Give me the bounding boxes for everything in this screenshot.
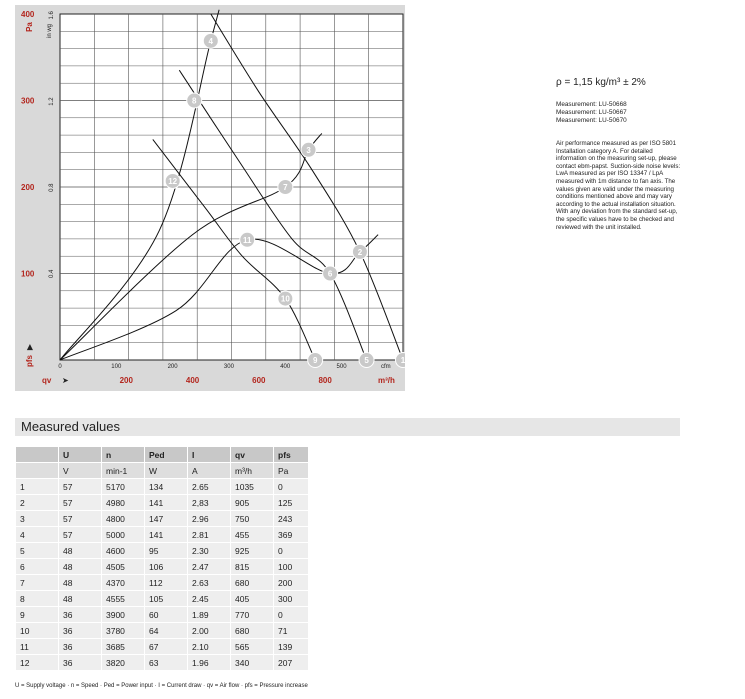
table-cell: 4505 — [102, 559, 145, 575]
table-cell: 71 — [274, 623, 309, 639]
table-cell: 300 — [274, 591, 309, 607]
table-cell: Pa — [274, 463, 309, 479]
table-cell: 2.63 — [188, 575, 231, 591]
operating-point-label: 11 — [243, 235, 252, 245]
table-cell: 369 — [274, 527, 309, 543]
table-cell: 134 — [145, 479, 188, 495]
table-cell: U — [59, 447, 102, 463]
table-cell: 3685 — [102, 639, 145, 655]
table-cell: 4555 — [102, 591, 145, 607]
table-cell: I — [188, 447, 231, 463]
table-row — [16, 495, 309, 511]
operating-point-label: 8 — [191, 96, 197, 106]
measurement-list — [556, 101, 627, 125]
table-cell: Ped — [145, 447, 188, 463]
section-title: Measured values — [21, 419, 120, 434]
table-cell: 10 — [16, 623, 59, 639]
table-cell: 6 — [16, 559, 59, 575]
table-cell: 565 — [231, 639, 274, 655]
table-cell: 141 — [145, 527, 188, 543]
table-cell: 5000 — [102, 527, 145, 543]
table-cell: pfs — [274, 447, 309, 463]
table-cell: 4370 — [102, 575, 145, 591]
y-alt-unit-label: in wg — [47, 23, 53, 39]
table-cell: 8 — [16, 591, 59, 607]
table-cell: V — [59, 463, 102, 479]
table-row — [16, 607, 309, 623]
table-row — [16, 575, 309, 591]
table-cell: 12 — [16, 655, 59, 671]
table-cell: 1.89 — [188, 607, 231, 623]
y-tick-label: 400 — [21, 10, 35, 19]
table-cell: 1.96 — [188, 655, 231, 671]
y-unit-label: Pa — [25, 22, 34, 32]
table-cell: 57 — [59, 527, 102, 543]
table-cell: 7 — [16, 575, 59, 591]
table-cell: 11 — [16, 639, 59, 655]
table-row — [16, 559, 309, 575]
table-cell: 125 — [274, 495, 309, 511]
table-cell: 340 — [231, 655, 274, 671]
operating-point-label: 5 — [364, 356, 369, 365]
table-cell: qv — [231, 447, 274, 463]
table-cell: 2.81 — [188, 527, 231, 543]
y-alt-tick-label: 0.4 — [49, 269, 55, 279]
table-cell: 4980 — [102, 495, 145, 511]
table-cell: 5170 — [102, 479, 145, 495]
operating-point-label: 12 — [168, 176, 178, 186]
table-cell: 95 — [145, 543, 188, 559]
y-axis-label: pfs — [25, 355, 34, 367]
operating-point-label: 7 — [283, 183, 288, 192]
table-cell: 815 — [231, 559, 274, 575]
x-alt-tick-label: 100 — [111, 364, 122, 370]
y-axis-arrow-icon: ▶ — [25, 343, 34, 351]
table-cell: 100 — [274, 559, 309, 575]
operating-point-label: 10 — [280, 294, 290, 304]
table-cell: 3 — [16, 511, 59, 527]
y-alt-tick-label: 0.8 — [49, 183, 55, 192]
table-cell: n — [102, 447, 145, 463]
table-row — [16, 543, 309, 559]
chart-svg — [15, 5, 405, 391]
table-cell: 905 — [231, 495, 274, 511]
table-cell: 57 — [59, 495, 102, 511]
table-cell: 207 — [274, 655, 309, 671]
table-legend: U = Supply voltage · n = Speed · Ped = Power input · I = Current draw · qv = Air flow · pfs = Pressure increase — [15, 683, 308, 689]
y-tick-label: 200 — [21, 183, 35, 192]
table-header-row — [16, 447, 309, 463]
x-tick-label: 600 — [252, 376, 266, 385]
table-row — [16, 639, 309, 655]
table-cell: W — [145, 463, 188, 479]
operating-point-label: 4 — [208, 36, 214, 46]
y-alt-tick-label: 1.2 — [49, 97, 55, 106]
air-density: ρ = 1,15 kg/m³ ± 2% — [556, 77, 646, 88]
table-cell: 200 — [274, 575, 309, 591]
table-cell: 9 — [16, 607, 59, 623]
table-cell: 48 — [59, 591, 102, 607]
operating-point-label: 6 — [327, 269, 333, 279]
table-cell: 2.30 — [188, 543, 231, 559]
table-cell: A — [188, 463, 231, 479]
table-cell: m³/h — [231, 463, 274, 479]
x-alt-tick-label: 500 — [336, 364, 347, 370]
table-cell: 36 — [59, 639, 102, 655]
table-cell: 147 — [145, 511, 188, 527]
table-cell: 67 — [145, 639, 188, 655]
table-cell: 750 — [231, 511, 274, 527]
operating-point-label: 3 — [306, 145, 311, 155]
table-cell: 680 — [231, 575, 274, 591]
table-cell: 2.45 — [188, 591, 231, 607]
measurement-item: Measurement: LU-50668 — [556, 101, 627, 108]
x-tick-label: 800 — [318, 376, 332, 385]
y-tick-label: 300 — [21, 96, 35, 106]
y-tick-label: 100 — [21, 269, 35, 279]
measurement-item: Measurement: LU-50667 — [556, 109, 627, 116]
table-cell: 4 — [16, 527, 59, 543]
table-cell: 3780 — [102, 623, 145, 639]
table-cell: 141 — [145, 495, 188, 511]
table-row — [16, 591, 309, 607]
table-cell: 48 — [59, 559, 102, 575]
table-cell: 2.65 — [188, 479, 231, 495]
x-tick-label: 200 — [119, 376, 133, 385]
x-tick-label: 400 — [185, 376, 200, 385]
table-cell: 0 — [274, 607, 309, 623]
measurement-item: Measurement: LU-50670 — [556, 117, 627, 124]
operating-point-label: 2 — [357, 247, 363, 257]
table-cell: 5 — [16, 543, 59, 559]
table-cell: 105 — [145, 591, 188, 607]
table-cell: 3900 — [102, 607, 145, 623]
table-cell: 770 — [231, 607, 274, 623]
table-cell: 48 — [59, 575, 102, 591]
table-row — [16, 623, 309, 639]
table-row — [16, 479, 309, 495]
table-cell: 243 — [274, 511, 309, 527]
table-cell: 57 — [59, 479, 102, 495]
x-alt-tick-label: 200 — [167, 364, 178, 370]
table-cell: 925 — [231, 543, 274, 559]
table-cell — [16, 447, 59, 463]
table-cell: 3820 — [102, 655, 145, 671]
table-cell: 36 — [59, 623, 102, 639]
x-alt-unit-label: cfm — [381, 364, 391, 370]
table-cell: 64 — [145, 623, 188, 639]
table-cell: 680 — [231, 623, 274, 639]
table-unit-row — [16, 463, 309, 479]
table-cell: 60 — [145, 607, 188, 623]
table-cell — [16, 463, 59, 479]
table-cell: 48 — [59, 543, 102, 559]
table-cell: 112 — [145, 575, 188, 591]
x-alt-tick-label: 300 — [223, 364, 234, 370]
fan-curve-chart — [15, 5, 405, 391]
measured-values-header — [15, 418, 680, 436]
table-cell: 0 — [274, 479, 309, 495]
x-alt-tick-label: 400 — [280, 364, 291, 370]
measurement-notes: Air performance measured as per ISO 5801 Installation category A. For detailed information on the measuring set-up, please contact ebm-papst. Suction-side noise levels: LwA measured as per ISO 13347 / LpA measured with 1m distance to fan axis. The values given are valid under the measuring conditions mentioned above and may vary according to the actual installation situation. With any deviation from the standard set-up, the specific values have to be checked and reviewed with the unit installed. — [556, 140, 681, 231]
table-cell: 2 — [16, 495, 59, 511]
table-cell: 2.47 — [188, 559, 231, 575]
table-cell: 1035 — [231, 479, 274, 495]
x-axis-arrow-icon: ➤ — [62, 376, 69, 385]
table-cell: 1 — [16, 479, 59, 495]
table-row — [16, 527, 309, 543]
operating-point-label: 1 — [400, 356, 405, 365]
table-cell: 106 — [145, 559, 188, 575]
x-unit-label: m³/h — [378, 376, 395, 385]
y-alt-tick-label: 1.6 — [49, 11, 55, 20]
table-cell: min-1 — [102, 463, 145, 479]
table-cell: 455 — [231, 527, 274, 543]
table-cell: 405 — [231, 591, 274, 607]
operating-point-label: 9 — [312, 356, 318, 365]
table-row — [16, 511, 309, 527]
table-cell: 4800 — [102, 511, 145, 527]
table-cell: 2.10 — [188, 639, 231, 655]
table-cell: 4600 — [102, 543, 145, 559]
table-cell: 139 — [274, 639, 309, 655]
x-axis-label: qv — [42, 376, 52, 385]
table-cell: 63 — [145, 655, 188, 671]
table-cell: 36 — [59, 607, 102, 623]
measured-values-table — [15, 446, 309, 671]
table-cell: 2,83 — [188, 495, 231, 511]
x-alt-tick-label: 0 — [58, 364, 62, 370]
table-cell: 2.96 — [188, 511, 231, 527]
table-row — [16, 655, 309, 671]
table-cell: 36 — [59, 655, 102, 671]
table-cell: 2.00 — [188, 623, 231, 639]
table-cell: 57 — [59, 511, 102, 527]
table-cell: 0 — [274, 543, 309, 559]
